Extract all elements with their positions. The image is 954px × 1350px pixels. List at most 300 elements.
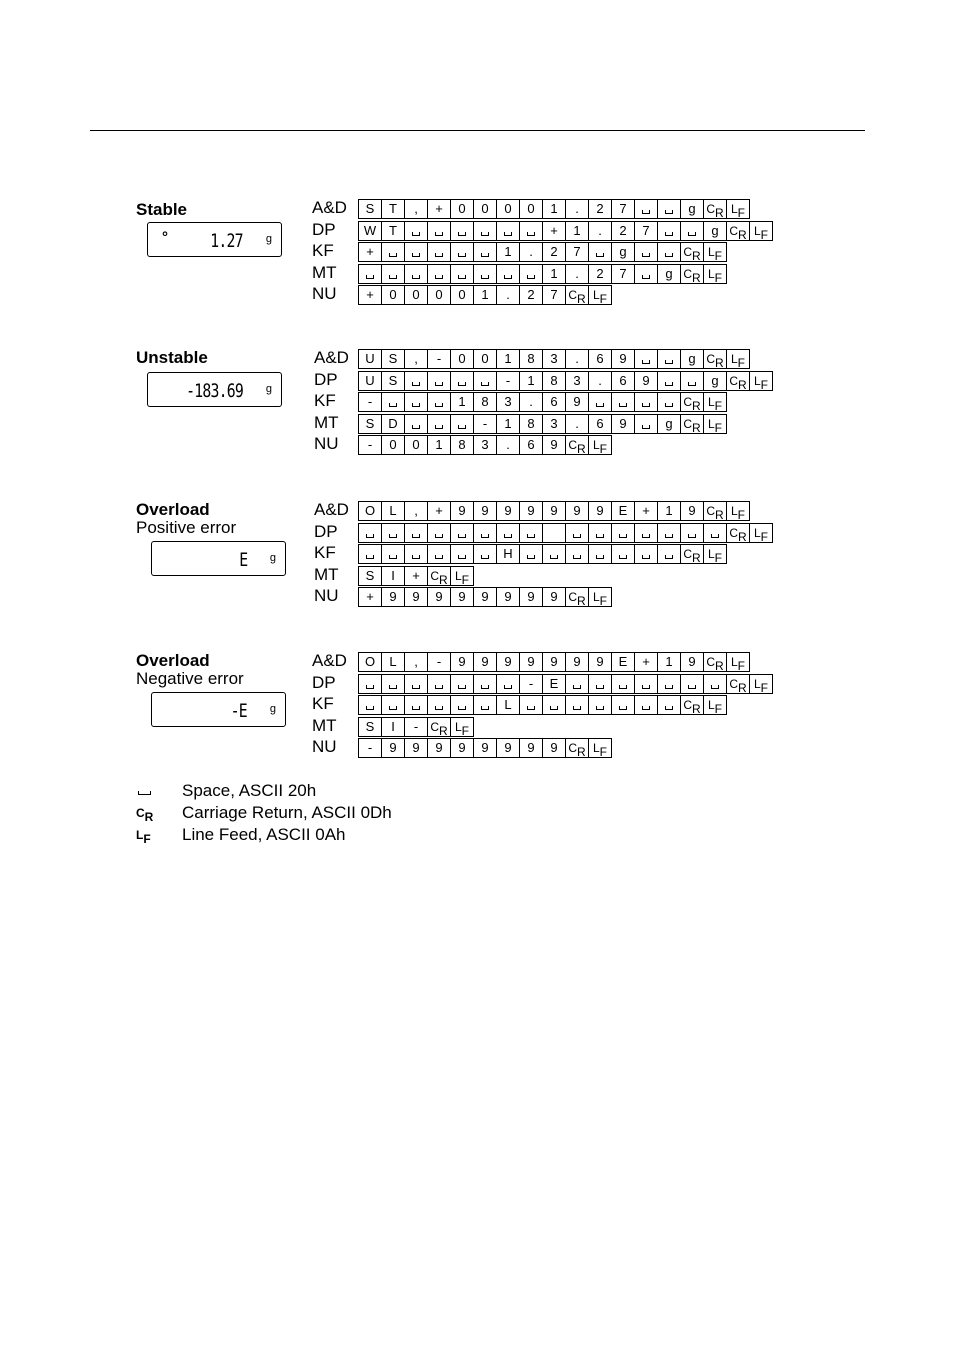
format-label: A&D: [314, 348, 349, 367]
char-cell: 8: [519, 414, 543, 434]
char-cell: T: [381, 199, 405, 219]
line-feed-cell: LF: [749, 371, 773, 391]
char-cell: .: [565, 199, 589, 219]
carriage-return-cell: CR: [703, 652, 727, 672]
space-cell: [358, 264, 382, 284]
carriage-return-cell: CR: [680, 414, 704, 434]
char-cell: 0: [404, 285, 428, 305]
space-cell: [427, 674, 451, 694]
space-cell: [680, 371, 704, 391]
display-unit: g: [265, 383, 272, 395]
space-cell: [473, 221, 497, 241]
format-row: [358, 695, 727, 715]
carriage-return-cell: CR: [565, 435, 589, 455]
char-cell: .: [588, 371, 612, 391]
space-cell: [427, 414, 451, 434]
space-cell: [427, 371, 451, 391]
section-title: Unstable: [136, 348, 208, 367]
section-subtitle: Positive error: [136, 518, 237, 537]
carriage-return-cell: CR: [680, 392, 704, 412]
format-row: [358, 523, 773, 543]
char-cell: +: [358, 587, 382, 607]
char-cell: U: [358, 371, 382, 391]
char-cell: 9: [450, 738, 474, 758]
char-cell: +: [634, 652, 658, 672]
line-feed-cell: LF: [749, 221, 773, 241]
space-cell: [427, 264, 451, 284]
format-label: NU: [312, 737, 337, 756]
space-cell: [634, 199, 658, 219]
format-row: [358, 264, 727, 284]
section-title: Overload: [136, 500, 210, 519]
space-cell: [450, 242, 474, 262]
format-label: A&D: [312, 198, 347, 217]
char-cell: 9: [519, 587, 543, 607]
space-cell: [427, 221, 451, 241]
char-cell: 0: [519, 199, 543, 219]
format-label: MT: [314, 565, 339, 584]
char-cell: 1: [565, 221, 589, 241]
char-cell: ,: [404, 349, 428, 369]
char-cell: .: [496, 285, 520, 305]
space-cell: [404, 523, 428, 543]
space-cell: [450, 523, 474, 543]
char-cell: 9: [381, 738, 405, 758]
char-cell: g: [611, 242, 635, 262]
carriage-return-cell: CR: [726, 221, 750, 241]
format-row: [358, 371, 773, 391]
format-label: DP: [312, 220, 336, 239]
space-cell: [611, 523, 635, 543]
display-unit: g: [269, 552, 276, 564]
char-cell: .: [565, 264, 589, 284]
space-cell: [450, 221, 474, 241]
char-cell: .: [588, 221, 612, 241]
space-cell: [611, 695, 635, 715]
line-feed-cell: LF: [703, 264, 727, 284]
char-cell: 7: [611, 264, 635, 284]
char-cell: 6: [611, 371, 635, 391]
char-cell: 9: [542, 435, 566, 455]
carriage-return-cell: CR: [703, 199, 727, 219]
space-cell: [634, 523, 658, 543]
format-label: DP: [314, 522, 338, 541]
carriage-return-cell: CR: [565, 587, 589, 607]
char-cell: W: [358, 221, 382, 241]
format-row: [358, 587, 612, 607]
char-cell: +: [427, 199, 451, 219]
space-cell: [358, 695, 382, 715]
line-feed-cell: LF: [703, 695, 727, 715]
char-cell: .: [565, 414, 589, 434]
char-cell: g: [657, 414, 681, 434]
space-cell: [657, 695, 681, 715]
display-value: 1.27: [210, 230, 243, 252]
char-cell: E: [611, 501, 635, 521]
space-cell: [519, 544, 543, 564]
char-cell: 1: [450, 392, 474, 412]
line-feed-cell: LF: [726, 501, 750, 521]
format-label: NU: [314, 586, 339, 605]
format-block: [0, 648, 954, 788]
char-cell: L: [381, 501, 405, 521]
char-cell: +: [542, 221, 566, 241]
space-cell: [634, 349, 658, 369]
char-cell: 8: [473, 392, 497, 412]
format-row: [358, 221, 773, 241]
char-cell: 0: [427, 285, 451, 305]
space-cell: [703, 674, 727, 694]
char-cell: 9: [427, 587, 451, 607]
line-feed-cell: LF: [726, 199, 750, 219]
char-cell: 0: [381, 435, 405, 455]
line-feed-cell: LF: [703, 414, 727, 434]
space-cell: [657, 371, 681, 391]
space-cell: [450, 674, 474, 694]
char-cell: 9: [680, 501, 704, 521]
char-cell: 8: [542, 371, 566, 391]
space-cell: [404, 371, 428, 391]
char-cell: [542, 523, 566, 543]
char-cell: 9: [473, 501, 497, 521]
char-cell: .: [565, 349, 589, 369]
space-cell: [680, 221, 704, 241]
space-cell: [404, 221, 428, 241]
space-cell: [657, 523, 681, 543]
space-cell: [588, 544, 612, 564]
balance-display: [151, 541, 286, 576]
space-cell: [542, 695, 566, 715]
line-feed-cell: LF: [588, 587, 612, 607]
char-cell: -: [358, 435, 382, 455]
space-cell: [588, 523, 612, 543]
format-label: DP: [312, 673, 336, 692]
space-cell: [657, 221, 681, 241]
char-cell: 2: [588, 199, 612, 219]
char-cell: S: [358, 566, 382, 586]
char-cell: 0: [381, 285, 405, 305]
char-cell: 7: [611, 199, 635, 219]
legend-text: Carriage Return, ASCII 0Dh: [182, 803, 392, 822]
section-title: Overload: [136, 651, 210, 670]
space-cell: [381, 242, 405, 262]
format-label: KF: [314, 391, 336, 410]
char-cell: 9: [611, 349, 635, 369]
space-cell: [657, 544, 681, 564]
space-cell: [358, 523, 382, 543]
format-block: [0, 345, 954, 485]
format-label: MT: [314, 413, 339, 432]
char-cell: 9: [496, 587, 520, 607]
char-cell: S: [358, 717, 382, 737]
space-cell: [634, 242, 658, 262]
format-row: [358, 414, 727, 434]
line-feed-cell: LF: [450, 717, 474, 737]
char-cell: 0: [473, 199, 497, 219]
space-cell: [381, 695, 405, 715]
char-cell: g: [703, 221, 727, 241]
char-cell: -: [427, 652, 451, 672]
char-cell: 0: [473, 349, 497, 369]
space-cell: [519, 221, 543, 241]
char-cell: 9: [473, 652, 497, 672]
space-cell: [404, 264, 428, 284]
char-cell: +: [358, 285, 382, 305]
space-cell: [657, 674, 681, 694]
carriage-return-cell: CR: [703, 501, 727, 521]
format-label: KF: [312, 694, 334, 713]
header-rule: [90, 130, 865, 131]
format-row: [358, 392, 727, 412]
carriage-return-cell: CR: [565, 738, 589, 758]
space-cell: [427, 392, 451, 412]
char-cell: 9: [404, 587, 428, 607]
section-subtitle: Negative error: [136, 669, 244, 688]
space-cell: [680, 523, 704, 543]
space-cell: [404, 695, 428, 715]
char-cell: 1: [657, 501, 681, 521]
format-label: NU: [312, 284, 337, 303]
char-cell: -: [404, 717, 428, 737]
format-label: A&D: [314, 500, 349, 519]
space-cell: [404, 392, 428, 412]
format-row: [358, 544, 727, 564]
format-label: KF: [314, 543, 336, 562]
char-cell: 2: [542, 242, 566, 262]
space-cell: [450, 264, 474, 284]
balance-display: [151, 692, 286, 727]
char-cell: 6: [542, 392, 566, 412]
format-label: NU: [314, 434, 339, 453]
carriage-return-cell: CR: [427, 566, 451, 586]
space-cell: [358, 674, 382, 694]
char-cell: 9: [427, 738, 451, 758]
char-cell: -: [473, 414, 497, 434]
format-label: DP: [314, 370, 338, 389]
char-cell: 9: [519, 652, 543, 672]
char-cell: 9: [542, 738, 566, 758]
space-cell: [404, 544, 428, 564]
char-cell: +: [404, 566, 428, 586]
display-value: -183.69: [185, 380, 243, 402]
legend: [136, 780, 556, 850]
char-cell: H: [496, 544, 520, 564]
space-cell: [496, 674, 520, 694]
space-cell: [611, 544, 635, 564]
space-cell: [473, 674, 497, 694]
char-cell: 3: [473, 435, 497, 455]
char-cell: 9: [611, 414, 635, 434]
carriage-return-cell: CR: [726, 371, 750, 391]
format-row: [358, 285, 612, 305]
carriage-return-cell: CR: [703, 349, 727, 369]
char-cell: 9: [565, 652, 589, 672]
space-cell: [404, 242, 428, 262]
char-cell: 9: [588, 501, 612, 521]
char-cell: 2: [519, 285, 543, 305]
carriage-return-cell: CR: [726, 674, 750, 694]
char-cell: 3: [542, 414, 566, 434]
display-value: E: [238, 549, 247, 571]
char-cell: 9: [519, 501, 543, 521]
line-feed-symbol-icon: LF: [136, 828, 151, 846]
char-cell: 9: [565, 392, 589, 412]
format-label: A&D: [312, 651, 347, 670]
char-cell: 9: [496, 738, 520, 758]
space-cell: [473, 544, 497, 564]
space-cell: [381, 674, 405, 694]
carriage-return-cell: CR: [680, 264, 704, 284]
display-value: -E: [230, 700, 247, 722]
space-cell: [542, 544, 566, 564]
char-cell: 0: [404, 435, 428, 455]
space-cell: [657, 349, 681, 369]
char-cell: .: [519, 242, 543, 262]
char-cell: 8: [519, 349, 543, 369]
char-cell: +: [358, 242, 382, 262]
char-cell: +: [427, 501, 451, 521]
char-cell: 1: [473, 285, 497, 305]
line-feed-cell: LF: [749, 674, 773, 694]
space-cell: [634, 414, 658, 434]
format-row: [358, 242, 727, 262]
carriage-return-symbol-icon: CR: [136, 806, 154, 824]
char-cell: 9: [404, 738, 428, 758]
line-feed-cell: LF: [588, 285, 612, 305]
space-cell: [381, 523, 405, 543]
char-cell: 6: [588, 414, 612, 434]
char-cell: 1: [542, 264, 566, 284]
char-cell: 9: [496, 652, 520, 672]
char-cell: O: [358, 652, 382, 672]
space-cell: [588, 242, 612, 262]
char-cell: 9: [542, 501, 566, 521]
space-cell: [657, 392, 681, 412]
legend-text: Space, ASCII 20h: [182, 781, 317, 800]
char-cell: U: [358, 349, 382, 369]
char-cell: 6: [588, 349, 612, 369]
line-feed-cell: LF: [726, 652, 750, 672]
line-feed-cell: LF: [703, 392, 727, 412]
char-cell: 9: [542, 652, 566, 672]
line-feed-cell: LF: [588, 435, 612, 455]
format-row: [358, 652, 750, 672]
line-feed-cell: LF: [703, 242, 727, 262]
char-cell: ,: [404, 501, 428, 521]
char-cell: -: [519, 674, 543, 694]
space-cell: [404, 674, 428, 694]
space-cell: [381, 264, 405, 284]
char-cell: 9: [680, 652, 704, 672]
line-feed-cell: LF: [726, 349, 750, 369]
char-cell: 0: [450, 285, 474, 305]
char-cell: 3: [565, 371, 589, 391]
char-cell: 8: [450, 435, 474, 455]
char-cell: L: [381, 652, 405, 672]
space-cell: [565, 523, 589, 543]
space-cell: [634, 674, 658, 694]
space-cell: [588, 674, 612, 694]
char-cell: I: [381, 566, 405, 586]
char-cell: 7: [634, 221, 658, 241]
format-block: [0, 497, 954, 637]
char-cell: -: [358, 738, 382, 758]
format-row: [358, 349, 750, 369]
space-cell: [473, 242, 497, 262]
char-cell: 9: [473, 587, 497, 607]
line-feed-cell: LF: [588, 738, 612, 758]
carriage-return-cell: CR: [680, 544, 704, 564]
char-cell: g: [703, 371, 727, 391]
char-cell: .: [496, 435, 520, 455]
char-cell: 3: [542, 349, 566, 369]
format-block: [0, 195, 954, 335]
format-row: [358, 199, 750, 219]
space-cell: [565, 544, 589, 564]
space-cell: [450, 695, 474, 715]
carriage-return-cell: CR: [726, 523, 750, 543]
space-cell: [473, 264, 497, 284]
stable-mark-icon: °: [162, 229, 168, 246]
char-cell: g: [680, 349, 704, 369]
line-feed-cell: LF: [749, 523, 773, 543]
format-row: [358, 717, 474, 737]
char-cell: I: [381, 717, 405, 737]
space-cell: [634, 392, 658, 412]
char-cell: g: [657, 264, 681, 284]
space-cell: [565, 674, 589, 694]
space-cell: [703, 523, 727, 543]
char-cell: 9: [381, 587, 405, 607]
space-cell: [381, 392, 405, 412]
char-cell: .: [519, 392, 543, 412]
carriage-return-cell: CR: [427, 717, 451, 737]
space-cell: [427, 523, 451, 543]
space-cell: [473, 523, 497, 543]
format-row: [358, 435, 612, 455]
display-unit: g: [269, 703, 276, 715]
char-cell: ,: [404, 199, 428, 219]
space-cell: [427, 695, 451, 715]
char-cell: -: [427, 349, 451, 369]
space-cell: [657, 199, 681, 219]
line-feed-cell: LF: [450, 566, 474, 586]
char-cell: 9: [496, 501, 520, 521]
space-cell: [450, 371, 474, 391]
char-cell: 2: [588, 264, 612, 284]
section-title: Stable: [136, 200, 188, 219]
char-cell: 7: [542, 285, 566, 305]
format-row: [358, 501, 750, 521]
char-cell: 3: [496, 392, 520, 412]
char-cell: 1: [496, 414, 520, 434]
char-cell: ,: [404, 652, 428, 672]
char-cell: 0: [496, 199, 520, 219]
space-cell: [519, 695, 543, 715]
char-cell: 6: [519, 435, 543, 455]
char-cell: O: [358, 501, 382, 521]
space-cell: [634, 695, 658, 715]
char-cell: 1: [542, 199, 566, 219]
char-cell: S: [358, 414, 382, 434]
space-cell: [496, 264, 520, 284]
space-cell: [588, 695, 612, 715]
char-cell: 9: [634, 371, 658, 391]
char-cell: 9: [519, 738, 543, 758]
char-cell: 9: [450, 587, 474, 607]
char-cell: T: [381, 221, 405, 241]
char-cell: S: [358, 199, 382, 219]
